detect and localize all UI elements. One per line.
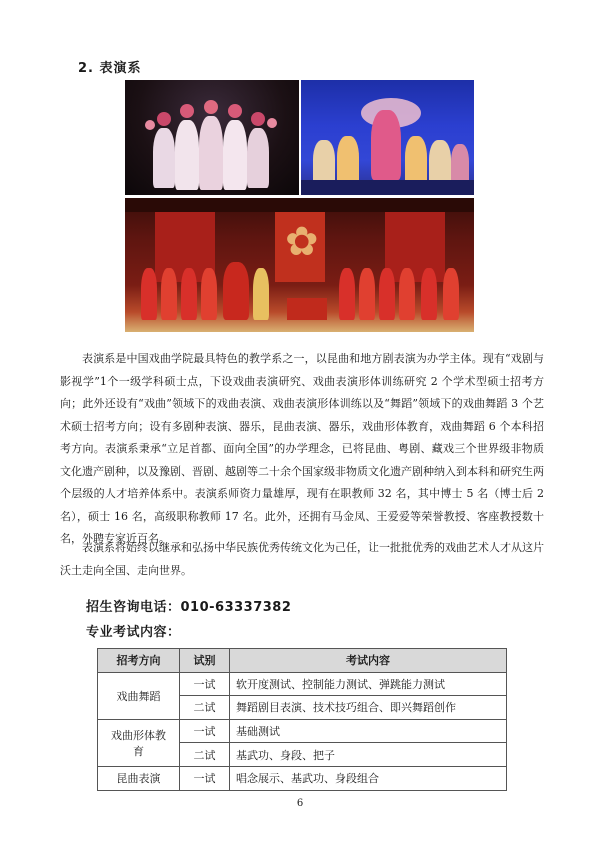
round-cell: 二试 — [180, 696, 230, 720]
photo-stage — [125, 198, 474, 332]
contact-phone: 招生咨询电话：010-63337382 — [86, 600, 292, 615]
content-cell: 基武功、身段、把子 — [230, 743, 507, 767]
body-paragraph: 表演系是中国戏曲学院最具特色的教学系之一，以昆曲和地方剧表演为办学主体。现有“戏剧与影视学”1个一级学科硕士点，下设戏曲表演研究、戏曲表演形体训练研究 2 个学术型硕士招考方向；此外还设有“戏曲”领域下的戏曲表演、戏曲表演形体训练以及“舞蹈”领域下的戏曲舞蹈 3 个艺术硕士招考方向；设有多剧种表演、器乐，昆曲表演、器乐，戏曲形体教育，戏曲舞蹈 6 个本科招考方向。表演系秉承“立足首都、面向全国”的办学理念，已将昆曲、粤剧、藏戏三个世界级非物质文化遗产剧种，以及豫剧、晋剧、越剧等二十余个国家级非物质文化遗产剧种纳入到本科和研究生两个层级的人才培养体系中。表演系师资力量雄厚，现有在职教师 32 名，其中博士 5 名（博士后 2 名），硕士 16 名，高级职称教师 17 名。此外，还拥有马金凤、王爱爱等荣誉教授、客座教授数十名，外聘专家近百名。 — [60, 352, 544, 545]
header-round: 试别 — [180, 649, 230, 673]
page-number: 6 — [296, 798, 304, 809]
header-content: 考试内容 — [230, 649, 507, 673]
photo-opera-flowers — [125, 80, 299, 195]
direction-cell: 昆曲表演 — [98, 766, 180, 790]
direction-cell: 戏曲舞蹈 — [98, 672, 180, 719]
exam-table — [97, 648, 507, 791]
table-row — [98, 766, 507, 790]
table-header-row — [98, 649, 507, 673]
round-cell: 一试 — [180, 672, 230, 696]
section-heading: 2. 表演系 — [78, 61, 142, 76]
round-cell: 一试 — [180, 719, 230, 743]
photo-dance — [301, 80, 474, 195]
content-cell: 基础测试 — [230, 719, 507, 743]
round-cell: 一试 — [180, 766, 230, 790]
shou-character-icon: ✿ — [285, 219, 319, 265]
content-cell: 舞蹈剧目表演、技术技巧组合、即兴舞蹈创作 — [230, 696, 507, 720]
table-row — [98, 672, 507, 696]
exam-content-title: 专业考试内容： — [86, 625, 181, 640]
direction-cell: 戏曲形体教育 — [98, 719, 180, 766]
content-cell: 唱念展示、基武功、身段组合 — [230, 766, 507, 790]
header-direction: 招考方向 — [98, 649, 180, 673]
table-row — [98, 719, 507, 743]
round-cell: 二试 — [180, 743, 230, 767]
body-paragraph: 表演系将始终以继承和弘扬中华民族优秀传统文化为己任，让一批批优秀的戏曲艺术人才从这片沃土走向全国、走向世界。 — [60, 541, 544, 577]
content-cell: 软开度测试、控制能力测试、弹跳能力测试 — [230, 672, 507, 696]
